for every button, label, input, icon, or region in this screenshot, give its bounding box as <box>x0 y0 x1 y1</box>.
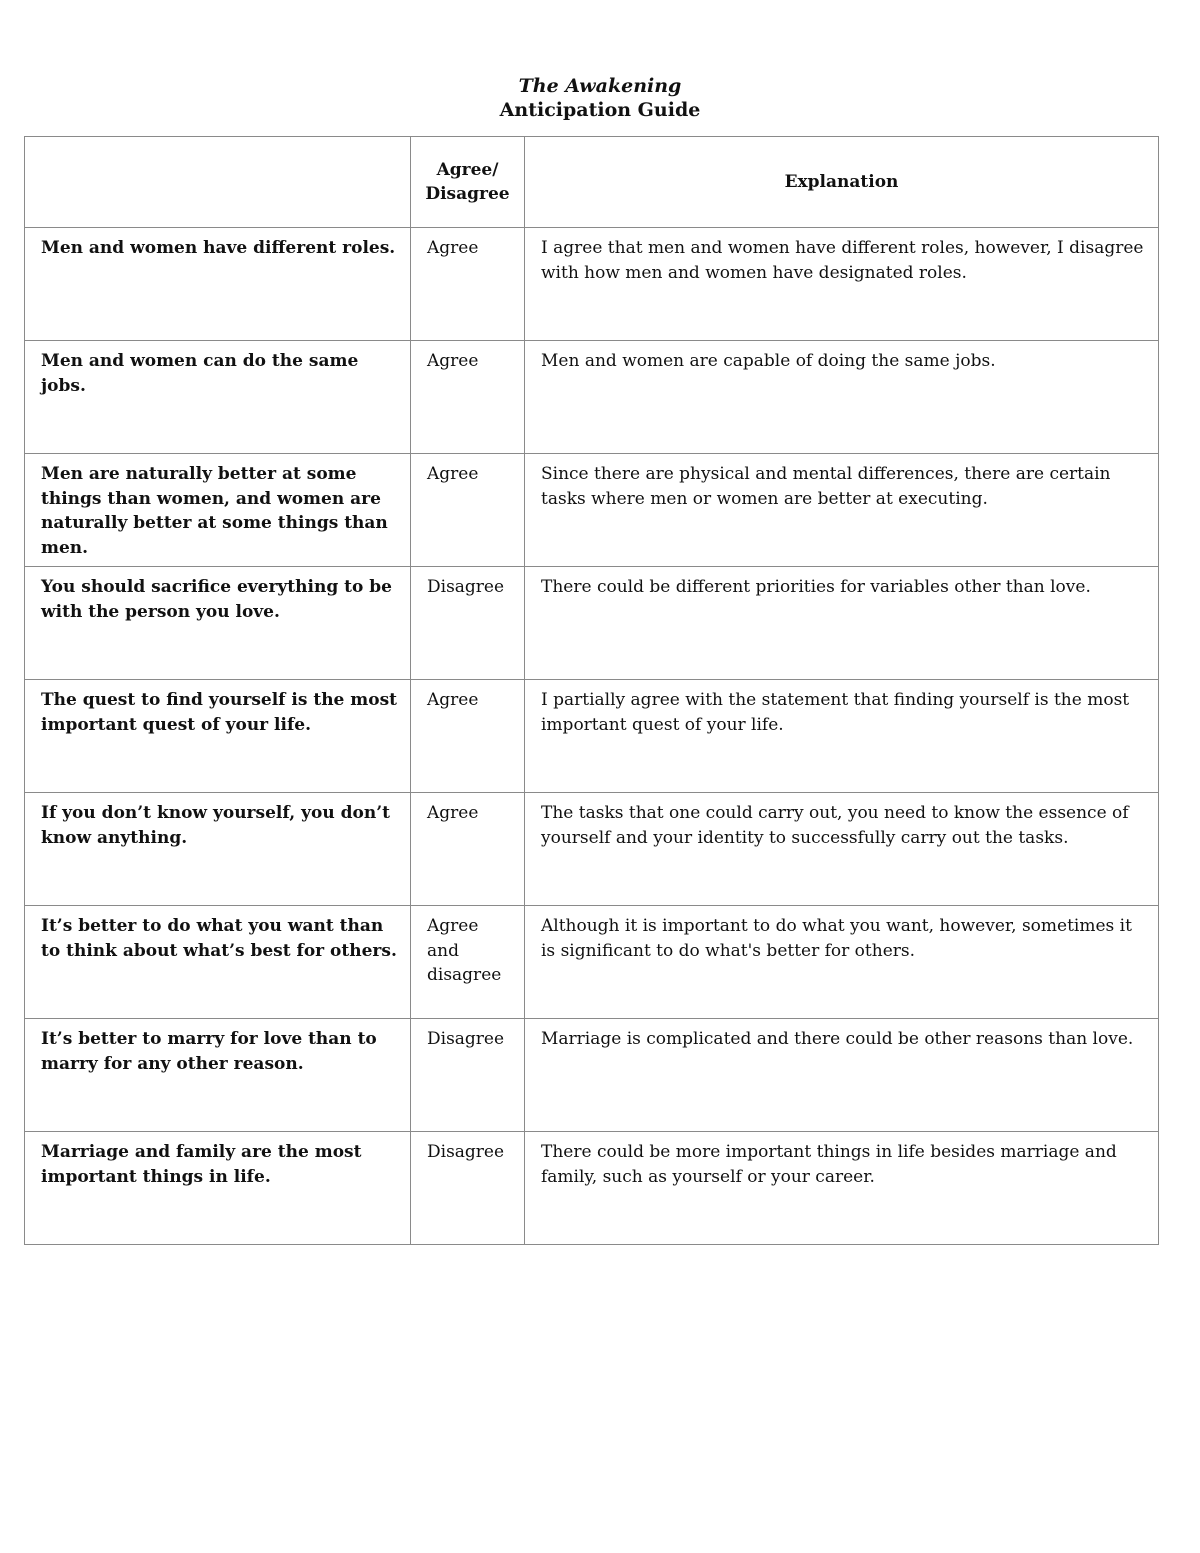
table-header-row <box>25 137 1159 228</box>
table-row <box>25 1132 1159 1245</box>
document-subtitle: Anticipation Guide <box>499 99 701 121</box>
statement-cell: It’s better to do what you want than to think about what’s best for others. <box>25 906 411 1019</box>
statement-cell: Men and women can do the same jobs. <box>25 341 411 454</box>
response-cell: Agree <box>411 680 525 793</box>
response-cell: Agree and disagree <box>411 906 525 1019</box>
document-header <box>0 74 1200 122</box>
response-cell: Disagree <box>411 1019 525 1132</box>
statement-cell: Marriage and family are the most important things in life. <box>25 1132 411 1245</box>
explanation-cell: I partially agree with the statement that finding yourself is the most important quest of your life. <box>525 680 1159 793</box>
response-cell: Disagree <box>411 1132 525 1245</box>
response-cell: Agree <box>411 454 525 567</box>
response-cell: Disagree <box>411 567 525 680</box>
table-row <box>25 906 1159 1019</box>
explanation-cell: Since there are physical and mental differences, there are certain tasks where men or women are better at executing. <box>525 454 1159 567</box>
explanation-cell: There could be more important things in life besides marriage and family, such as yourself or your career. <box>525 1132 1159 1245</box>
table-row <box>25 793 1159 906</box>
column-header-explanation: Explanation <box>525 137 1159 228</box>
statement-cell: If you don’t know yourself, you don’t know anything. <box>25 793 411 906</box>
response-cell: Agree <box>411 228 525 341</box>
explanation-cell: Although it is important to do what you want, however, sometimes it is significant to do what's better for others. <box>525 906 1159 1019</box>
explanation-cell: I agree that men and women have different roles, however, I disagree with how men and women have designated roles. <box>525 228 1159 341</box>
statement-cell: Men are naturally better at some things than women, and women are naturally better at some things than men. <box>25 454 411 567</box>
column-header-statement <box>25 137 411 228</box>
document-title: The Awakening <box>518 75 682 97</box>
explanation-cell: Marriage is complicated and there could be other reasons than love. <box>525 1019 1159 1132</box>
anticipation-guide-table <box>24 136 1159 1245</box>
table-row <box>25 228 1159 341</box>
statement-cell: The quest to find yourself is the most important quest of your life. <box>25 680 411 793</box>
explanation-cell: There could be different priorities for variables other than love. <box>525 567 1159 680</box>
table-row <box>25 454 1159 567</box>
table-row <box>25 1019 1159 1132</box>
table-row <box>25 680 1159 793</box>
explanation-cell: Men and women are capable of doing the same jobs. <box>525 341 1159 454</box>
response-cell: Agree <box>411 341 525 454</box>
statement-cell: You should sacrifice everything to be with the person you love. <box>25 567 411 680</box>
table-row <box>25 341 1159 454</box>
response-cell: Agree <box>411 793 525 906</box>
column-header-agree-disagree: Agree/ Disagree <box>411 137 525 228</box>
explanation-cell: The tasks that one could carry out, you need to know the essence of yourself and your identity to successfully carry out the tasks. <box>525 793 1159 906</box>
statement-cell: It’s better to marry for love than to marry for any other reason. <box>25 1019 411 1132</box>
statement-cell: Men and women have different roles. <box>25 228 411 341</box>
table-row <box>25 567 1159 680</box>
